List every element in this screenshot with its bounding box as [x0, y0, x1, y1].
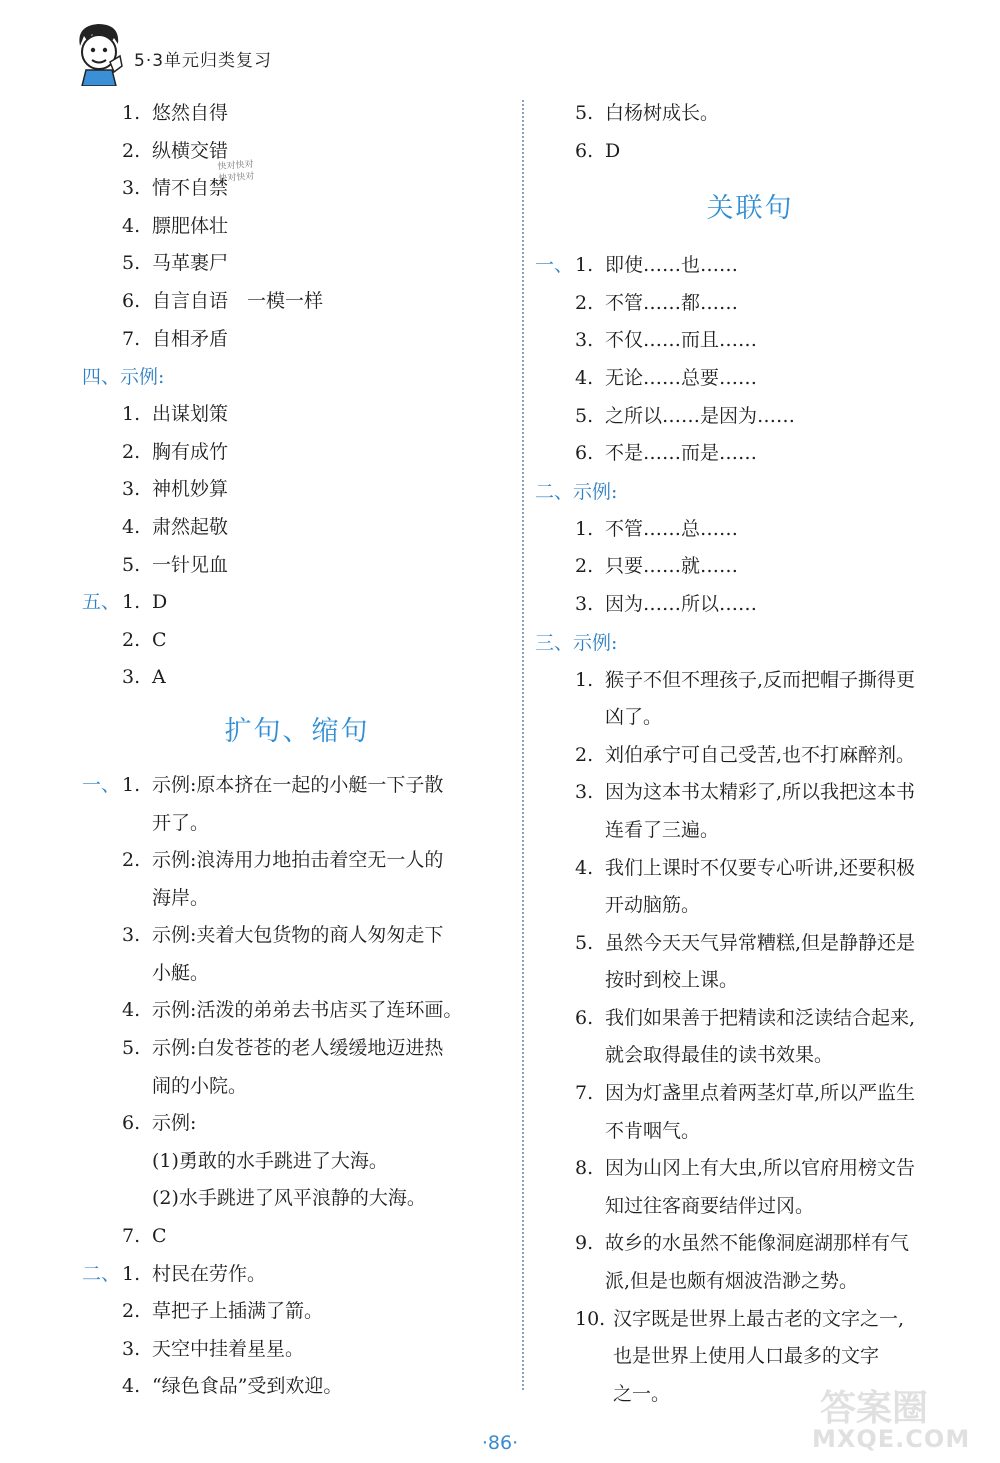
list-item: 1. 悠然自得: [122, 102, 229, 124]
list-item: 5. 之所以……是因为……: [575, 404, 796, 427]
list-item-continuation: 派,但是也颇有烟波浩渺之势。: [605, 1270, 859, 1293]
list-item: 5. 一针见血: [122, 553, 229, 576]
list-item-continuation: 按时到校上课。: [605, 969, 739, 992]
list-item: 1. 猴子不但不理孩子,反而把帽子撕得更: [575, 668, 916, 691]
section-heading: 扩句、缩句: [224, 715, 370, 747]
section-label: 三、示例:: [535, 631, 618, 654]
watermark-logo: 答案圈: [820, 1388, 929, 1429]
list-item: 4. 示例:活泼的弟弟去书店买了连环画。: [122, 999, 463, 1022]
right-column: [535, 95, 965, 1413]
list-item: 1. 出谋划策: [122, 403, 229, 426]
page-number: ·86·: [481, 1432, 519, 1454]
list-subitem: (1)勇敢的水手跳进了大海。: [152, 1149, 388, 1172]
list-item: 5. 马革裹尸: [122, 252, 229, 275]
list-item: 4. “绿色食品”受到欢迎。: [122, 1375, 343, 1398]
list-item: 2. 胸有成竹: [122, 440, 229, 463]
list-item: 6. 示例:: [122, 1112, 197, 1135]
list-item: 3. 因为这本书太精彩了,所以我把这本书: [575, 781, 916, 804]
book-series-title: 5·3单元归类复习: [134, 51, 273, 71]
list-item-continuation: 凶了。: [605, 706, 663, 729]
list-item: 2. 草把子上插满了箭。: [122, 1300, 324, 1323]
list-item: 6. 自言自语 一模一样: [122, 289, 324, 312]
list-item-continuation: 不肯咽气。: [605, 1119, 701, 1142]
list-item: 2. 刘伯承宁可自己受苦,也不打麻醉剂。: [575, 743, 916, 766]
list-item-continuation: 海岸。: [152, 886, 210, 909]
list-item: 3. 天空中挂着星星。: [122, 1337, 305, 1360]
page-header: [70, 20, 370, 90]
list-item: 6. D: [575, 139, 621, 162]
section-label: 四、示例:: [82, 366, 165, 389]
list-item: 一、 1. 即使……也……: [535, 254, 739, 277]
list-item: 一、 1. 示例:原本挤在一起的小艇一下子散: [82, 773, 444, 796]
list-item: 9. 故乡的水虽然不能像洞庭湖那样有气: [575, 1232, 910, 1255]
list-item: 5. 虽然今天天气异常糟糕,但是静静还是: [575, 931, 916, 954]
cartoon-boy-icon: [70, 20, 126, 86]
list-item-continuation: 也是世界上使用人口最多的文字: [613, 1345, 880, 1368]
list-item: 8. 因为山冈上有大虫,所以官府用榜文告: [575, 1157, 916, 1180]
list-item-continuation: 开了。: [152, 811, 210, 834]
list-item: 4. 无论……总要……: [575, 366, 758, 389]
list-item: 2. 示例:浪涛用力地拍击着空无一人的: [122, 849, 444, 872]
list-item: 2. C: [122, 628, 167, 651]
quick-answer-stamp: 快对快对 快对快对: [217, 159, 255, 185]
list-item: 五、 1. D: [82, 591, 168, 614]
list-item: 4. 膘肥体壮: [122, 214, 229, 237]
list-item: 10. 汉字既是世界上最古老的文字之一,: [575, 1307, 905, 1330]
list-item: 5. 白杨树成长。: [575, 102, 720, 124]
list-item: 3. 不仅……而且……: [575, 329, 758, 352]
list-item-continuation: 闹的小院。: [152, 1074, 248, 1097]
left-column: [82, 95, 512, 1406]
list-item-continuation: 连看了三遍。: [605, 818, 720, 841]
list-item: 2. 不管……都……: [575, 291, 739, 314]
list-item-continuation: 知过往客商要结伴过冈。: [605, 1194, 815, 1217]
list-item: 3. 情不自禁: [122, 177, 229, 200]
list-item: 6. 我们如果善于把精读和泛读结合起来,: [575, 1006, 916, 1029]
list-item: 2. 纵横交错: [122, 139, 229, 162]
list-item: 3. 神机妙算: [122, 478, 229, 501]
list-item: 4. 肃然起敬: [122, 515, 229, 538]
list-item: 5. 示例:白发苍苍的老人缓缓地迈进热: [122, 1037, 444, 1060]
list-item: 3. 因为……所以……: [575, 592, 758, 615]
list-item: 二、 1. 村民在劳作。: [82, 1262, 267, 1285]
section-label: 二、示例:: [535, 480, 618, 503]
list-item-continuation: 之一。: [613, 1382, 671, 1405]
list-item: 7. 因为灯盏里点着两茎灯草,所以严监生: [575, 1082, 916, 1105]
list-item: 2. 只要……就……: [575, 555, 739, 578]
list-item: 6. 不是……而是……: [575, 442, 758, 465]
list-item: 1. 不管……总……: [575, 517, 739, 540]
watermark-url: MXQE.COM: [812, 1425, 971, 1453]
column-divider: [522, 100, 524, 1390]
list-item: 3. A: [122, 666, 166, 689]
list-item: 7. C: [122, 1225, 167, 1248]
list-item-continuation: 开动脑筋。: [605, 894, 701, 917]
section-heading: 关联句: [706, 193, 794, 225]
list-item-continuation: 就会取得最佳的读书效果。: [605, 1044, 834, 1067]
list-item: 3. 示例:夹着大包货物的商人匆匆走下: [122, 924, 444, 947]
list-subitem: (2)水手跳进了风平浪静的大海。: [152, 1187, 426, 1210]
list-item-continuation: 小艇。: [152, 961, 210, 984]
list-item: 4. 我们上课时不仅要专心听讲,还要积极: [575, 856, 916, 879]
list-item: 7. 自相矛盾: [122, 327, 229, 350]
